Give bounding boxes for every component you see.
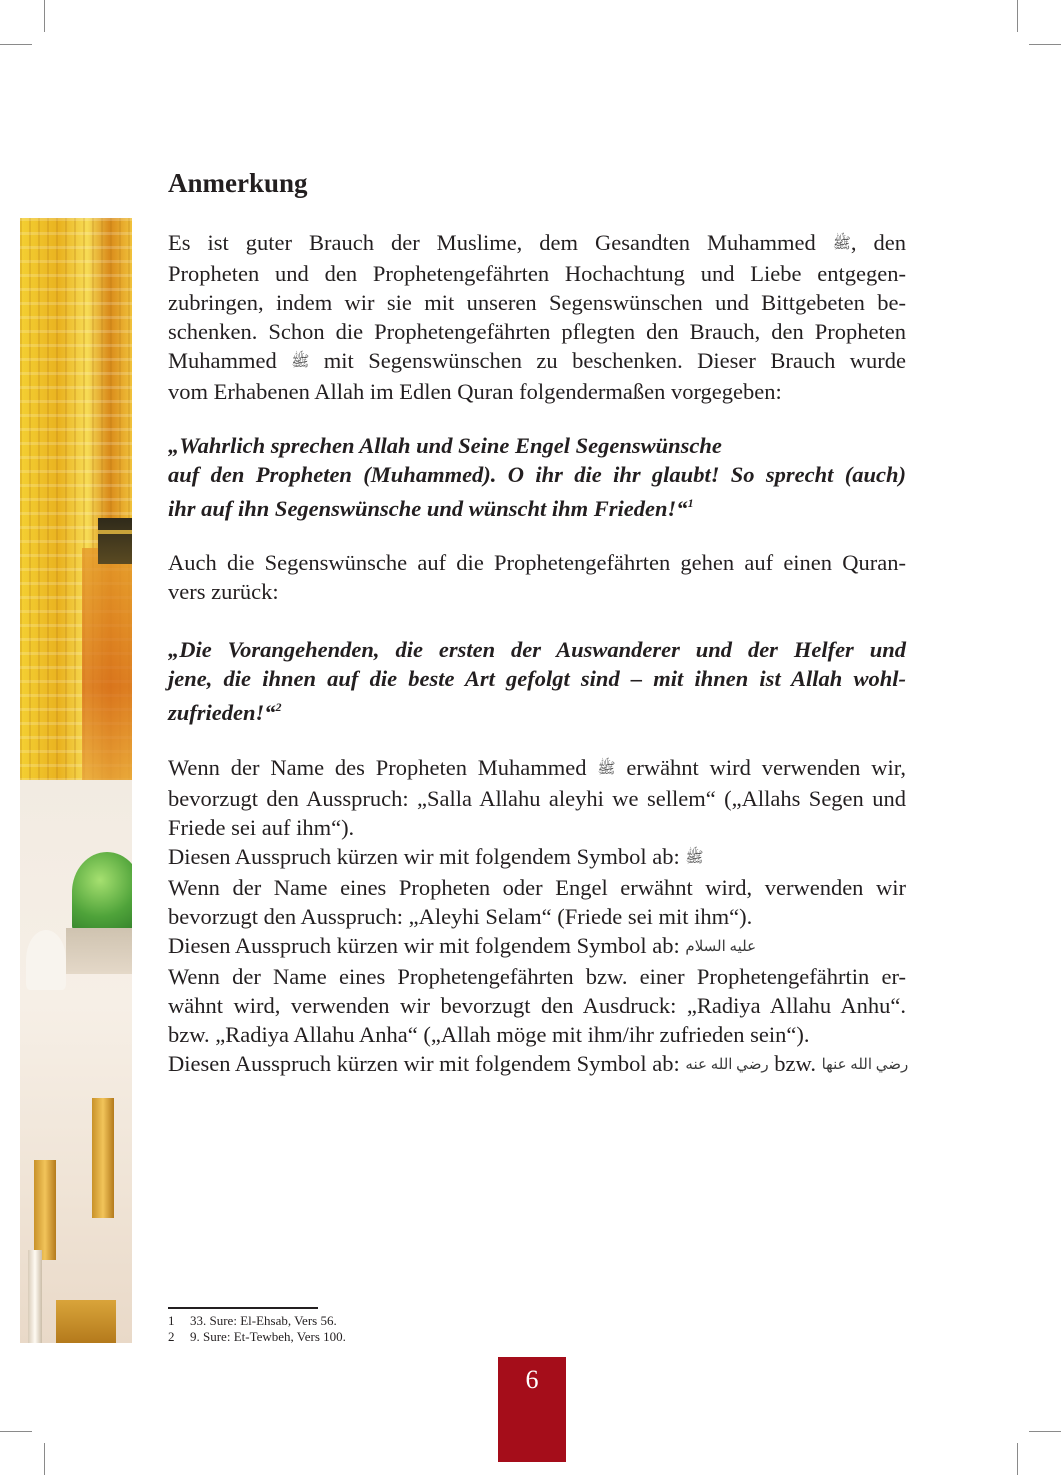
crop-mark (0, 1431, 32, 1432)
crop-mark (44, 0, 45, 32)
page-title: Anmerkung (168, 168, 308, 198)
minaret (34, 1160, 56, 1260)
text-line: wähnt wird, verwenden wir bevorzugt den Ausdruck: „Radiya Allahu Anhu“. (168, 993, 906, 1018)
minaret (92, 1098, 114, 1218)
footnote-divider (168, 1307, 318, 1309)
decorative-image-strip (20, 218, 132, 1343)
text-line: Diesen Ausspruch kürzen wir mit folgendem Symbol ab: عليه السلام (168, 933, 757, 958)
kaaba-image (98, 518, 132, 564)
crop-mark (1017, 0, 1018, 32)
text-line: Wenn der Name des Propheten Muhammed ﷺ erwähnt wird verwenden wir, (168, 755, 906, 780)
text-line: schenken. Schon die Prophetengefährten pflegten den Brauch, den Propheten (168, 319, 906, 344)
intro-paragraph (168, 228, 906, 406)
footnote: 2 9. Sure: Et-Tewbeh, Vers 100. (168, 1329, 346, 1344)
radiya-anhu-symbol-icon: رضي الله عنه (685, 1057, 769, 1073)
text-line: „Die Vorangehenden, die ersten der Auswanderer und der Helfer und (168, 637, 906, 662)
green-dome (72, 852, 132, 932)
footnote-reference: 1 (687, 496, 694, 510)
quran-quote (168, 635, 906, 727)
text-line: Diesen Ausspruch kürzen wir mit folgendem Symbol ab: ﷺ (168, 844, 704, 869)
text-line: Wenn der Name eines Prophetengefährten bzw. einer Prophetengefährtin er- (168, 964, 906, 989)
symbols-explanation (168, 753, 909, 1080)
text-line: ihr auf ihn Segenswünsche und wünscht ihm Frieden!“$^1$ (168, 496, 694, 521)
crop-mark (44, 1443, 45, 1475)
crop-mark (1029, 1431, 1061, 1432)
golden-mosque-detail-image (20, 218, 132, 780)
footnote: 1 33. Sure: El-Ehsab, Vers 56. (168, 1313, 337, 1328)
text-line: Propheten und den Prophetengefährten Hochachtung und Liebe entgegen- (168, 261, 906, 286)
salawat-symbol-icon: ﷺ (291, 354, 310, 370)
crop-mark (0, 44, 32, 45)
minaret (56, 1300, 116, 1343)
aleyhi-selam-symbol-icon: عليه السلام (685, 939, 757, 955)
text-line: zufrieden!“$^2$ (168, 700, 282, 725)
crop-mark (1029, 44, 1061, 45)
crop-mark (1017, 1443, 1018, 1475)
page-number: 6 (525, 1365, 539, 1394)
radiya-anha-symbol-icon: رضي الله عنها (821, 1057, 909, 1073)
text-line: jene, die ihnen auf die beste Art gefolgt sind – mit ihnen ist Allah wohl- (168, 666, 906, 691)
text-line: bzw. „Radiya Allahu Anha“ („Allah möge mit ihm/ihr zufrieden sein“). (168, 1022, 810, 1047)
text-line: Diesen Ausspruch kürzen wir mit folgendem Symbol ab: رضي الله عنه bzw. رضي الله عنها (168, 1051, 909, 1076)
text-line: „Wahrlich sprechen Allah und Seine Engel Segenswünsche (168, 433, 722, 458)
text-line: vom Erhabenen Allah im Edlen Quran folgendermaßen vorgegeben: (168, 379, 782, 404)
text-line: Auch die Segenswünsche auf die Prophetengefährten gehen auf einen Quran- (168, 550, 906, 575)
text-line: vers zurück: (168, 579, 279, 604)
page-number-tab (498, 1357, 566, 1462)
text-line: auf den Propheten (Muhammed). O ihr die ihr glaubt! So sprecht (auch) (168, 462, 906, 487)
footnote-reference: 2 (275, 700, 282, 714)
salawat-symbol-icon: ﷺ (685, 850, 704, 866)
minaret (28, 1250, 42, 1343)
text-line: Es ist guter Brauch der Muslime, dem Gesandten Muhammed ﷺ, den (168, 230, 906, 255)
text-line: bevorzugt den Ausspruch: „Aleyhi Selam“ (Friede sei mit ihm“). (168, 904, 753, 929)
text-line: bevorzugt den Ausspruch: „Salla Allahu aleyhi we sellem“ („Allahs Segen und (168, 786, 906, 811)
body-paragraph (168, 548, 906, 606)
text-line: Friede sei auf ihm“). (168, 815, 355, 840)
text-line: Muhammed ﷺ mit Segenswünschen zu beschenken. Dieser Brauch wurde (168, 348, 907, 373)
salawat-symbol-icon: ﷺ (832, 236, 851, 252)
text-line: Wenn der Name eines Propheten oder Engel erwähnt wird, verwenden wir (168, 875, 906, 900)
salawat-symbol-icon: ﷺ (597, 761, 616, 777)
quran-quote (168, 431, 906, 523)
green-dome-mosque-image (20, 780, 132, 1343)
text-line: zubringen, indem wir sie mit unseren Segenswünschen und Bittgebeten be- (168, 290, 906, 315)
